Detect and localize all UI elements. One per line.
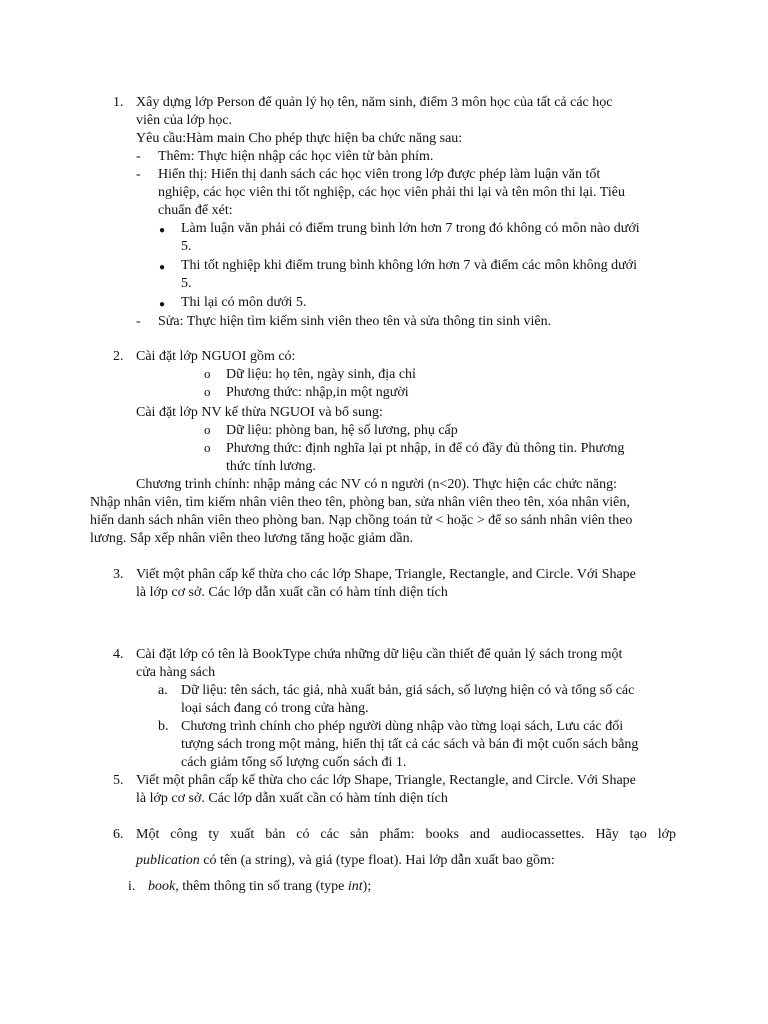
add-description: Thêm: Thực hiện nhập các học viên từ bàn phím. (158, 149, 434, 164)
nguoi-data: Dữ liệu: họ tên, ngày sinh, địa chỉ (226, 367, 416, 382)
nv-method: thức tính lương. (226, 459, 316, 474)
item-4-number: 4. (113, 647, 124, 662)
item-2-line: Cài đặt lớp NGUOI gồm có: (136, 349, 296, 364)
circle-bullet-icon: o (204, 440, 211, 455)
main-program: Nhập nhân viên, tìm kiếm nhân viên theo tên, phòng ban, sửa nhân viên theo tên, xóa nhân viên, (90, 495, 630, 510)
dash-marker: - (136, 149, 141, 164)
item-6-line: Một công ty xuất bản có các sản phẩm: books and audiocassettes. Hãy tạo lớp (136, 827, 676, 842)
book-term: book (148, 879, 176, 894)
item-2-line: Cài đặt lớp NV kế thừa NGUOI và bổ sung: (136, 405, 383, 420)
sub-marker-a: a. (158, 683, 168, 698)
publication-term: publication (136, 853, 200, 868)
show-description: Hiển thị: Hiển thị danh sách các học viên trong lớp được phép làm luận văn tốt (158, 167, 601, 182)
sub-marker-b: b. (158, 719, 169, 734)
book-subitem (148, 878, 371, 896)
edit-description: Sửa: Thực hiện tìm kiếm sinh viên theo tên và sửa thông tin sinh viên. (158, 314, 552, 329)
sub-item-b: tượng sách trong một mảng, hiển thị tất cả các sách và bán đi một cuốn sách bằng (181, 737, 639, 752)
item-3-number: 3. (113, 567, 124, 582)
circle-bullet-icon: o (204, 384, 211, 399)
dash-marker: - (136, 167, 141, 182)
item-6-line-rest: có tên (a string), và giá (type float). Hai lớp dẫn xuất bao gồm: (199, 853, 555, 868)
circle-bullet-icon: o (204, 366, 211, 381)
bullet-item: 5. (181, 276, 192, 291)
int-term: int (347, 879, 363, 894)
book-end: ); (362, 879, 372, 894)
roman-marker: i. (128, 879, 136, 894)
item-4-line: cửa hàng sách (136, 665, 216, 680)
main-program: Chương trình chính: nhập mảng các NV có n người (n<20). Thực hiện các chức năng: (136, 477, 617, 492)
sub-item-a: Dữ liệu: tên sách, tác giả, nhà xuất bản, giá sách, số lượng hiện có và tổng số các (181, 683, 635, 698)
item-6-number: 6. (113, 827, 124, 842)
sub-item-b: Chương trình chính cho phép người dùng nhập vào từng loại sách, Lưu các đối (181, 719, 624, 734)
item-5-line: Viết một phân cấp kế thừa cho các lớp Shape, Triangle, Rectangle, and Circle. Với Shape (136, 773, 636, 788)
bullet-item: 5. (181, 239, 192, 254)
item-1-line: Yêu cầu:Hàm main Cho phép thực hiện ba chức năng sau: (136, 131, 463, 146)
nv-data: Dữ liệu: phòng ban, hệ số lương, phụ cấp (226, 423, 458, 438)
item-3-line: Viết một phân cấp kế thừa cho các lớp Shape, Triangle, Rectangle, and Circle. Với Shape (136, 567, 636, 582)
item-5-line: là lớp cơ sở. Các lớp dẫn xuất cần có hàm tính diện tích (136, 791, 448, 806)
bullet-icon: ● (159, 299, 166, 310)
item-1-line: viên của lớp học. (136, 113, 233, 128)
sub-item-a: loại sách đang có trong cửa hàng. (181, 701, 369, 716)
dash-marker: - (136, 314, 141, 329)
item-5-number: 5. (113, 773, 124, 788)
book-text: , thêm thông tin số trang (type (175, 879, 348, 894)
circle-bullet-icon: o (204, 422, 211, 437)
bullet-icon: ● (159, 225, 166, 236)
bullet-item: Thi lại có môn dưới 5. (181, 295, 307, 310)
item-1-line: Xây dựng lớp Person để quản lý họ tên, năm sinh, điểm 3 môn học của tất cả các học (136, 95, 613, 110)
main-program: hiển danh sách nhân viên theo phòng ban. Nạp chồng toán tử < hoặc > để so sánh nhân viên theo (90, 513, 633, 528)
nguoi-method: Phương thức: nhập,in một người (226, 385, 409, 400)
item-2-number: 2. (113, 349, 124, 364)
show-description: nghiệp, các học viên thi tốt nghiệp, các học viên phải thi lại và tên môn thi lại. Tiêu (158, 185, 625, 200)
item-1-number: 1. (113, 95, 124, 110)
main-program: lương. Sắp xếp nhân viên theo lương tăng hoặc giảm dần. (90, 531, 414, 546)
show-description: chuẩn để xét: (158, 203, 233, 218)
nv-method: Phương thức: định nghĩa lại pt nhập, in để có đầy đủ thông tin. Phương (226, 441, 625, 456)
bullet-item: Làm luận văn phải có điểm trung bình lớn hơn 7 trong đó không có môn nào dưới (181, 221, 640, 236)
sub-item-b: cách giảm tổng số lượng cuốn sách đi 1. (181, 755, 407, 770)
item-6-line (136, 852, 555, 870)
item-4-line: Cài đặt lớp có tên là BookType chứa những dữ liệu cần thiết để quản lý sách trong một (136, 647, 623, 662)
bullet-item: Thi tốt nghiệp khi điểm trung bình không lớn hơn 7 và điểm các môn không dưới (181, 258, 637, 273)
item-3-line: là lớp cơ sở. Các lớp dẫn xuất cần có hàm tính diện tích (136, 585, 448, 600)
bullet-icon: ● (159, 262, 166, 273)
